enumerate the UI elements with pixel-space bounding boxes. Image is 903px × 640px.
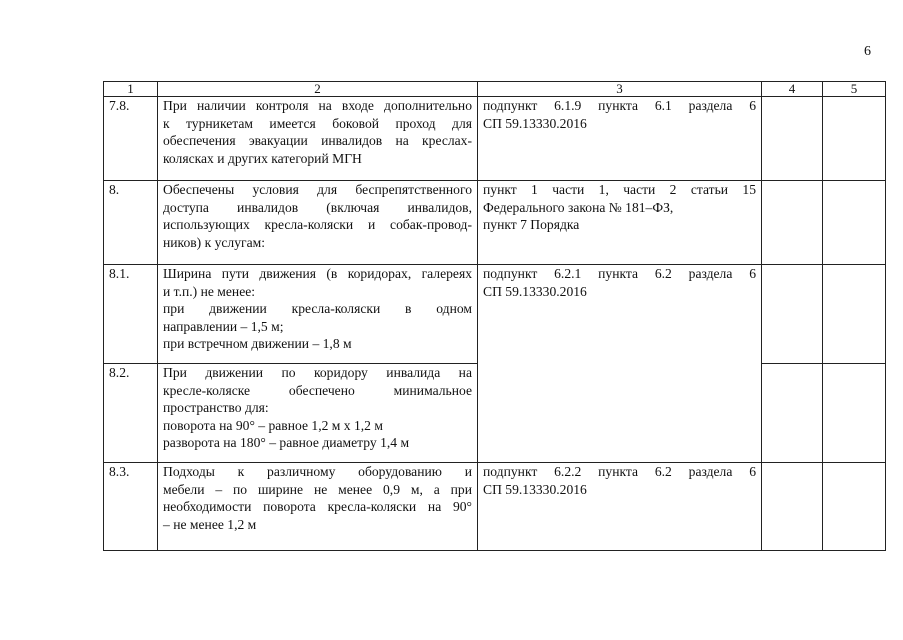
column-5-cell <box>823 97 886 181</box>
requirement-line: при встречном движении – 1,8 м <box>163 336 352 351</box>
row-number: 8.1. <box>104 265 158 364</box>
normative-reference <box>478 265 762 463</box>
requirements-table <box>103 81 886 551</box>
requirement-text <box>158 97 478 181</box>
reference-line: подпункт 6.2.1 пункта 6.2 раздела 6 <box>483 266 756 281</box>
reference-line: подпункт 6.2.2 пункта 6.2 раздела 6 <box>483 464 756 479</box>
reference-line: подпункт 6.1.9 пункта 6.1 раздела 6 <box>483 98 756 113</box>
reference-line: Федерального закона № 181–ФЗ, <box>483 199 674 215</box>
requirement-line: ников) к услугам: <box>163 234 266 250</box>
requirement-text <box>158 364 478 463</box>
column-header-1: 1 <box>104 82 158 97</box>
reference-line: пункт 7 Порядка <box>483 217 580 232</box>
requirement-line: при движении кресла-коляски в одном <box>163 301 472 316</box>
requirement-line: направлении – 1,5 м; <box>163 318 284 334</box>
column-5-cell <box>823 463 886 551</box>
reference-line: СП 59.13330.2016 <box>483 283 587 299</box>
column-4-cell <box>762 463 823 551</box>
normative-reference <box>478 463 762 551</box>
table-row <box>104 181 886 265</box>
requirement-line: колясках и других категорий МГН <box>163 150 362 166</box>
requirement-line: к турникетам имеется боковой проход для <box>163 115 472 131</box>
column-header-4: 4 <box>762 82 823 97</box>
reference-line: СП 59.13330.2016 <box>483 481 587 497</box>
table-row <box>104 265 886 364</box>
column-4-cell <box>762 97 823 181</box>
column-header-3: 3 <box>478 82 762 97</box>
requirement-text <box>158 463 478 551</box>
reference-line: СП 59.13330.2016 <box>483 115 587 131</box>
reference-line: пункт 1 части 1, части 2 статьи 15 <box>483 182 756 197</box>
requirement-line: Подходы к различному оборудованию и <box>163 464 472 479</box>
requirement-line: – не менее 1,2 м <box>163 516 257 532</box>
column-header-2: 2 <box>158 82 478 97</box>
column-header-5: 5 <box>823 82 886 97</box>
column-5-cell <box>823 181 886 265</box>
row-number: 8. <box>104 181 158 265</box>
requirement-line: При движении по коридору инвалида на <box>163 365 472 380</box>
requirement-line: необходимости поворота кресла-коляски на 90° <box>163 499 472 514</box>
requirement-line: и т.п.) не менее: <box>163 283 256 299</box>
row-number: 8.3. <box>104 463 158 551</box>
row-number: 8.2. <box>104 364 158 463</box>
requirement-line: поворота на 90° – равное 1,2 м х 1,2 м <box>163 417 383 433</box>
requirement-line: использующих кресла-коляски и собак-провод- <box>163 217 472 232</box>
column-5-cell <box>823 364 886 463</box>
column-4-cell <box>762 364 823 463</box>
requirement-line: мебели – по ширине не менее 0,9 м, а при <box>163 481 472 497</box>
row-number: 7.8. <box>104 97 158 181</box>
requirement-text <box>158 181 478 265</box>
requirement-text <box>158 265 478 364</box>
requirement-line: Ширина пути движения (в коридорах, галереях <box>163 266 472 281</box>
normative-reference <box>478 181 762 265</box>
table-row <box>104 463 886 551</box>
requirement-line: разворота на 180° – равное диаметру 1,4 м <box>163 435 410 450</box>
table-row <box>104 97 886 181</box>
requirement-line: обеспечения эвакуации инвалидов на креслах- <box>163 133 472 148</box>
requirement-line: кресле-коляске обеспечено минимальное <box>163 382 472 398</box>
column-4-cell <box>762 181 823 265</box>
normative-reference <box>478 97 762 181</box>
requirement-line: доступа инвалидов (включая инвалидов, <box>163 199 472 215</box>
page-number: 6 <box>864 44 871 59</box>
requirement-line: При наличии контроля на входе дополнительно <box>163 98 472 113</box>
requirement-line: Обеспечены условия для беспрепятственного <box>163 182 472 197</box>
column-5-cell <box>823 265 886 364</box>
table-header-row <box>104 82 886 97</box>
requirement-line: пространство для: <box>163 400 269 415</box>
column-4-cell <box>762 265 823 364</box>
